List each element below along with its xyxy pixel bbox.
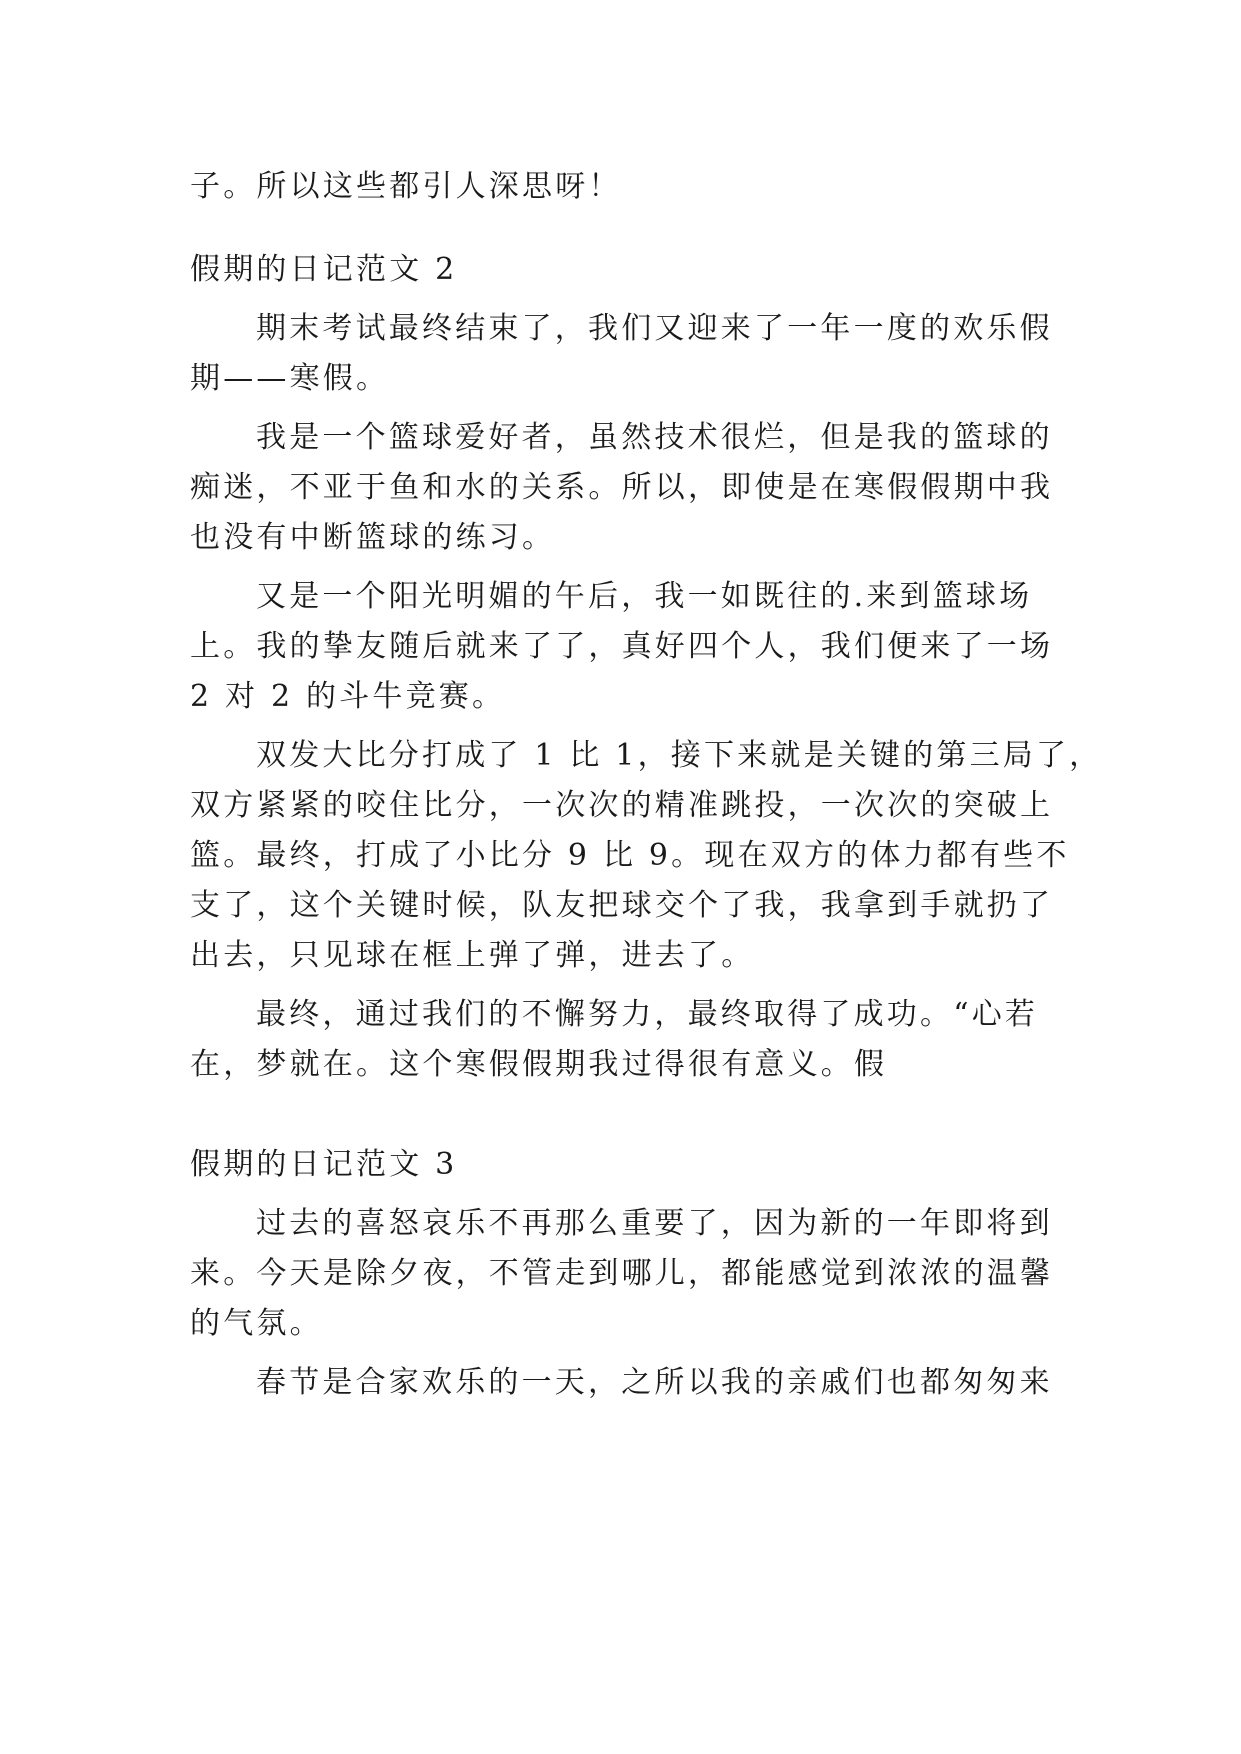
paragraph-line: 在，梦就在。这个寒假假期我过得很有意义。假: [190, 1047, 888, 1082]
paragraph-line: 来。今天是除夕夜，不管走到哪儿，都能感觉到浓浓的温馨: [190, 1256, 1054, 1291]
section-heading: 假期的日记范文 3: [190, 1147, 458, 1182]
paragraph-line: 出去，只见球在框上弹了弹，进去了。: [190, 938, 755, 973]
paragraph-line: 期——寒假。: [190, 361, 390, 396]
paragraph-line: 也没有中断篮球的练习。: [190, 520, 556, 555]
paragraph-line: 上。我的挚友随后就来了了，真好四个人，我们便来了一场: [190, 629, 1054, 664]
paragraph-line: 最终，通过我们的不懈努力，最终取得了成功。“心若: [256, 997, 1039, 1032]
paragraph-line: 期末考试最终结束了，我们又迎来了一年一度的欢乐假: [256, 311, 1053, 346]
paragraph-line: 过去的喜怒哀乐不再那么重要了，因为新的一年即将到: [256, 1206, 1053, 1241]
paragraph-line: 支了，这个关键时候，队友把球交个了我，我拿到手就扔了: [190, 888, 1054, 923]
paragraph-line: 双发大比分打成了 1 比 1，接下来就是关键的第三局了，: [256, 738, 1103, 773]
paragraph-line: 2 对 2 的斗牛竞赛。: [190, 679, 506, 714]
paragraph-line: 子。所以这些都引人深思呀！: [190, 169, 622, 204]
paragraph-line: 篮。最终，打成了小比分 9 比 9。现在双方的体力都有些不: [190, 838, 1070, 873]
paragraph-line: 双方紧紧的咬住比分，一次次的精准跳投，一次次的突破上: [190, 788, 1054, 823]
paragraph-line: 我是一个篮球爱好者，虽然技术很烂，但是我的篮球的: [256, 420, 1053, 455]
paragraph-line: 又是一个阳光明媚的午后，我一如既往的.来到篮球场: [256, 579, 1033, 614]
paragraph-line: 春节是合家欢乐的一天，之所以我的亲戚们也都匆匆来: [256, 1365, 1053, 1400]
paragraph-line: 的气氛。: [190, 1306, 323, 1341]
section-heading: 假期的日记范文 2: [190, 252, 458, 287]
paragraph-line: 痴迷，不亚于鱼和水的关系。所以，即使是在寒假假期中我: [190, 470, 1054, 505]
